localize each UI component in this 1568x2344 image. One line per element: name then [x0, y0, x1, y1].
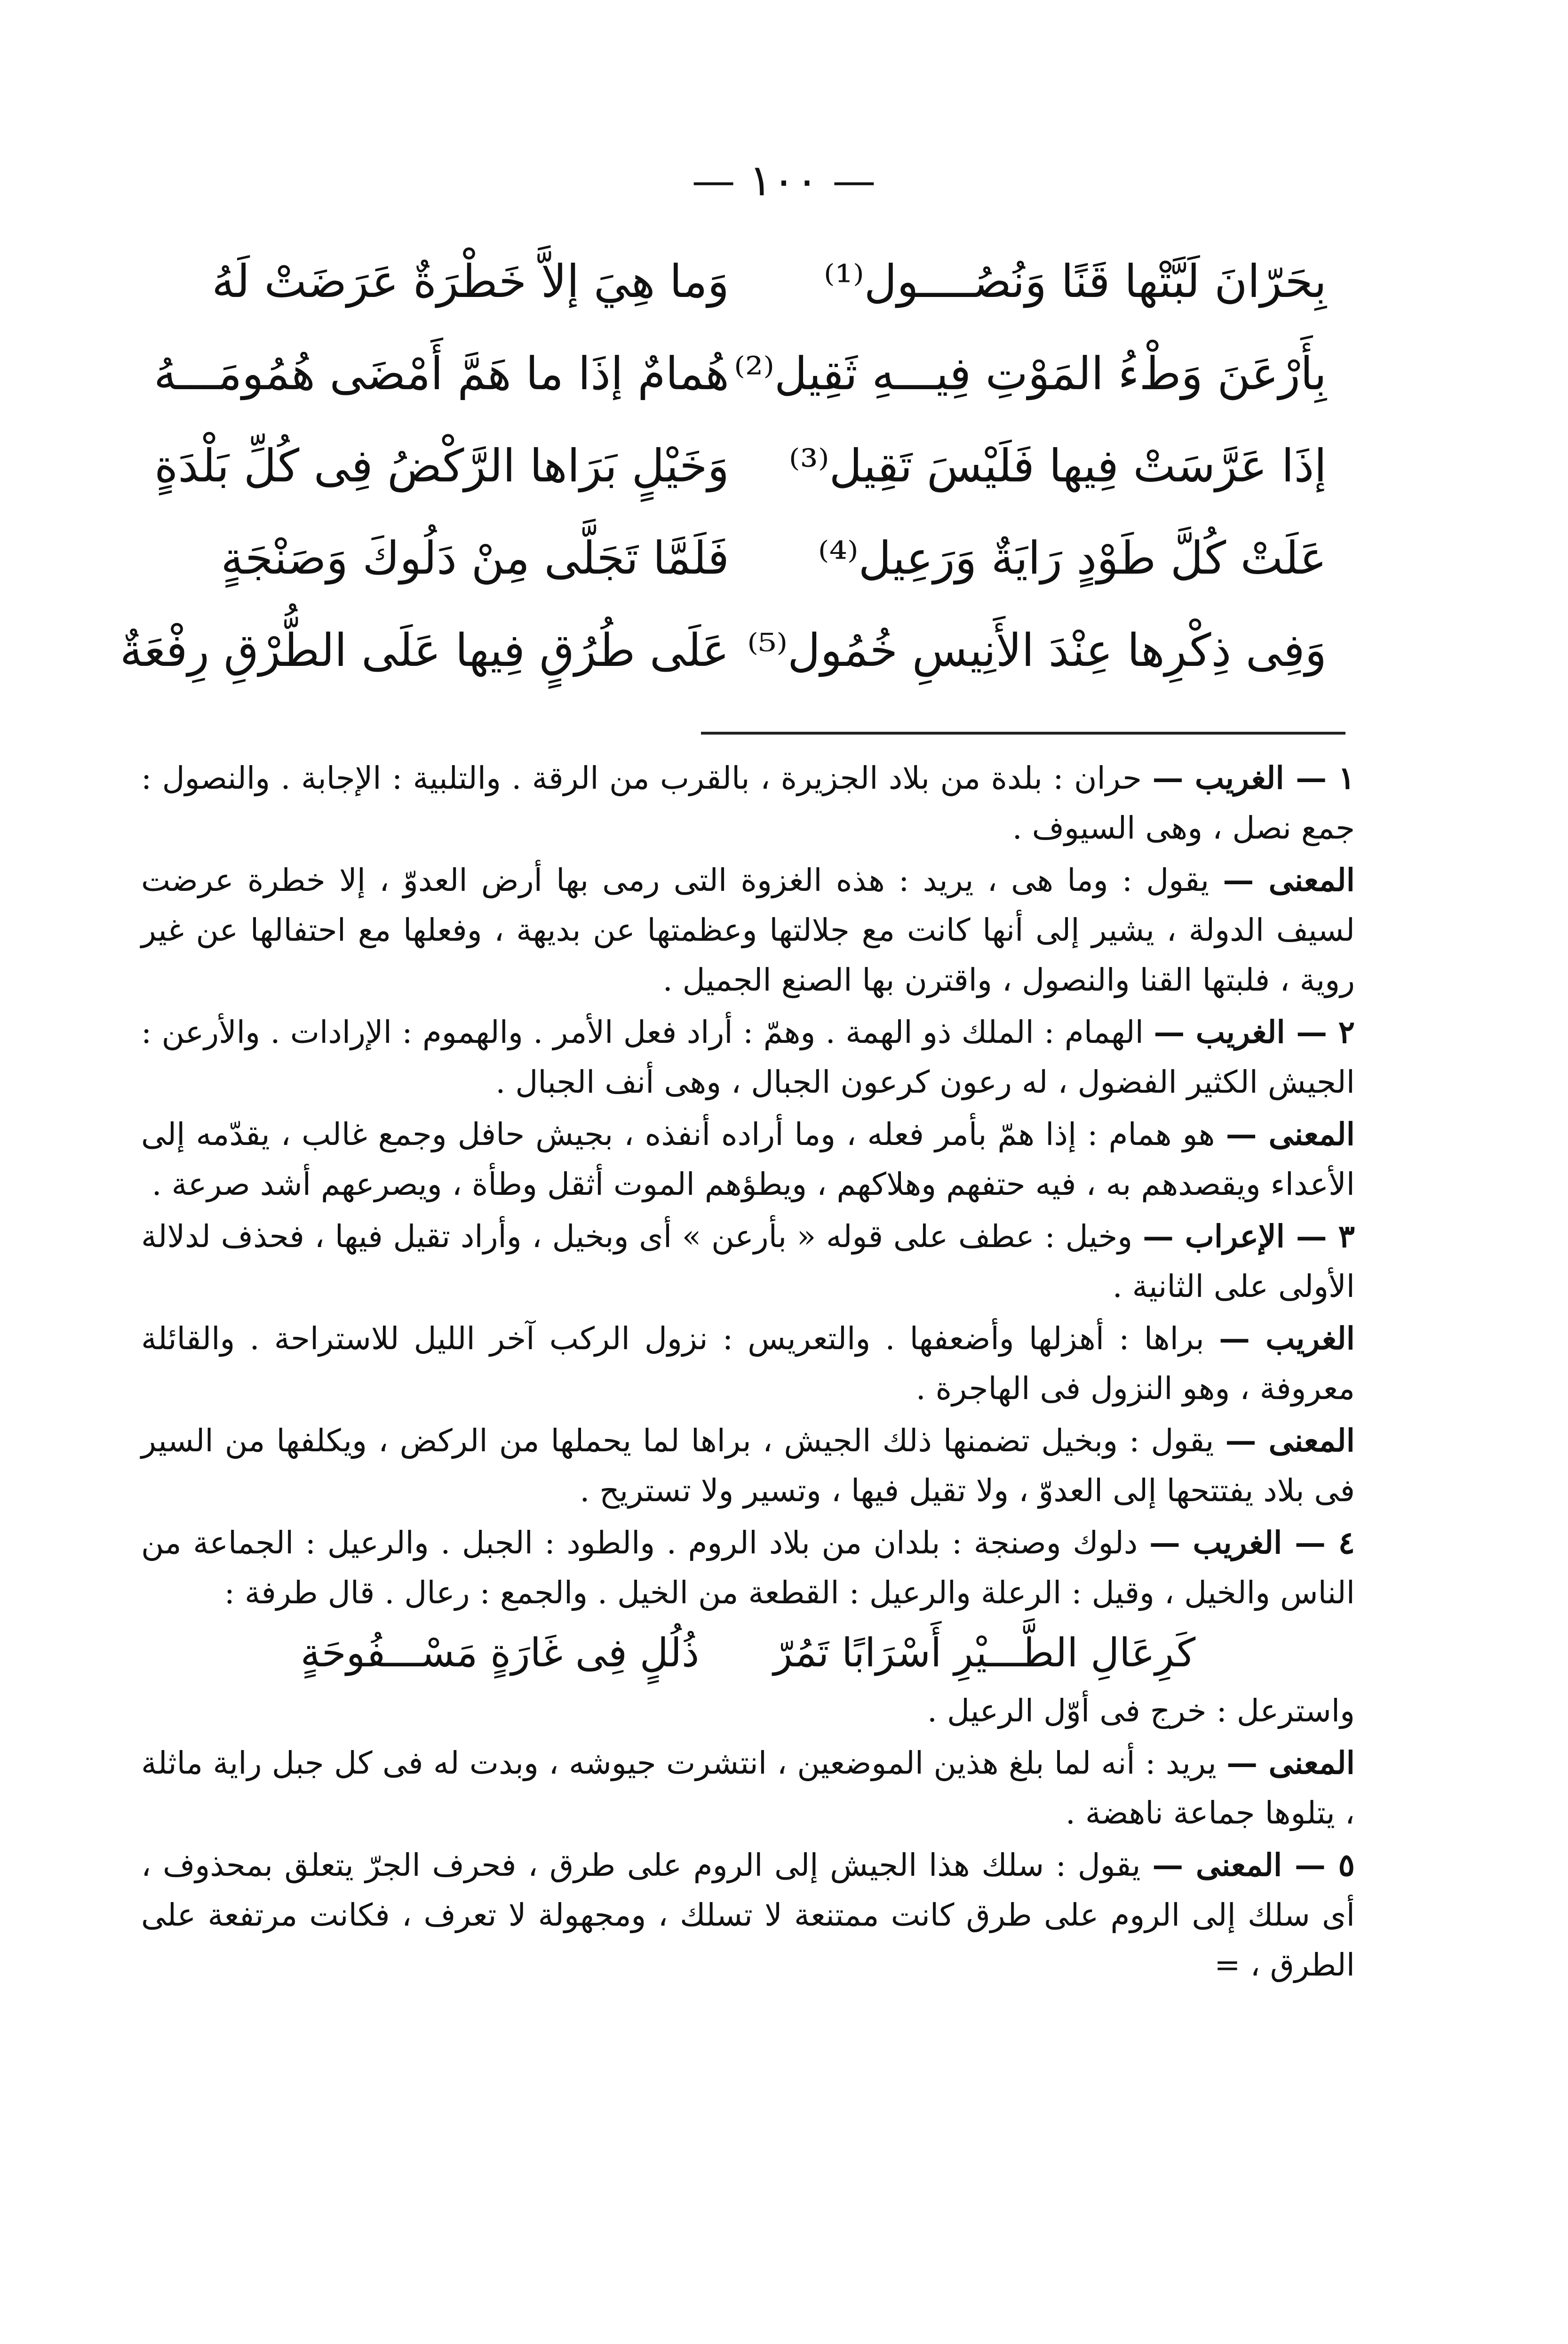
note-text: يقول : وبخيل تضمنها ذلك الجيش ، براها لما يحملها من الركض ، ويكلفها من السير فى بلاد يفتتحها إلى العدوّ ، ولا تقيل فيها ، وتسير ولا تستريح .: [141, 1423, 1355, 1509]
note-lead: المعنى —: [1225, 1422, 1355, 1459]
verse-line: [153, 328, 1327, 420]
note-paragraph: [141, 1686, 1355, 1736]
note-text: يريد : أنه لما بلغ هذين الموضعين ، انتشرت جيوشه ، وبدت له فى كل جبل راية ماثلة ، يتلوها جماعة ناهضة .: [141, 1745, 1355, 1831]
verse-line: [202, 235, 1327, 328]
verse-first-hemistich: وَما هِيَ إلاَّ خَطْرَةٌ عَرَضَتْ لَهُ: [212, 255, 729, 308]
page-number: — ١٠٠ —: [692, 155, 876, 206]
note-paragraph: [141, 1007, 1355, 1107]
note-lead: ١ — الغريب —: [1152, 760, 1355, 796]
note-text: واسترعل : خرج فى أوّل الرعيل .: [927, 1693, 1355, 1729]
note-lead: ٥ — المعنى —: [1152, 1847, 1355, 1883]
cited-second-hemistich: كَرِعَالِ الطَّـــيْرِ أَسْرَابًا تَمُرّ: [773, 1630, 1196, 1676]
note-text: يقول : وما هى ، يريد : هذه الغزوة التى رمى بها أرض العدوّ ، إلا خطرة عرضت لسيف الدولة ، يشير إلى أنها كانت مع جلالتها وعظمتها عن بديهة ، وفعلها مع احتفالها عن غير روية ، فلبتها القنا والنصول ، واقترن بها الصنع الجميل .: [141, 862, 1355, 998]
verse-second-hemistich: وَفِى ذِكْرِها عِنْدَ الأَنِيسِ خُمُول⁽⁵⁾: [747, 624, 1327, 677]
verse-line: [154, 420, 1327, 512]
verse-first-hemistich: فَلَمَّا تَجَلَّى مِنْ دَلُوكَ وَصَنْجَةٍ: [221, 532, 729, 584]
note-lead: ٣ — الإعراب —: [1142, 1218, 1355, 1255]
note-paragraph: [141, 1518, 1355, 1618]
note-paragraph: [141, 1738, 1355, 1838]
note-paragraph: [141, 1109, 1355, 1209]
note-text: يقول : سلك هذا الجيش إلى الروم على طرق ، فحرف الجرّ يتعلق بمحذوف ، أى سلك إلى الروم على طرق كانت ممتنعة لا تسلك ، ومجهولة لا تعرف ، فكانت مرتفعة على الطرق ، =: [141, 1847, 1355, 1983]
commentary-notes: [141, 753, 1355, 1992]
note-paragraph: [141, 1416, 1355, 1516]
note-text: براها : أهزلها وأضعفها . والتعريس : نزول الركب آخر الليل للاستراحة . والقائلة معروفة ، وهو النزول فى الهاجرة .: [141, 1320, 1355, 1407]
note-text: حران : بلدة من بلاد الجزيرة ، بالقرب من الرقة . والتلبية : الإجابة . والنصول : جمع نصل ، وهى السيوف .: [141, 760, 1355, 846]
note-paragraph: [141, 753, 1355, 853]
note-text: هو همام : إذا همّ بأمر فعله ، وما أراده أنفذه ، بجيش حافل وجمع غالب ، يقدّمه إلى الأعداء ويقصدهم به ، فيه حتفهم وهلاكهم ، ويطؤهم الموت أثقل وطأة ، ويصرعهم أشد صرعة .: [141, 1116, 1355, 1202]
note-text: وخيل : عطف على قوله « بأرعن » أى وبخيل ، وأراد تقيل فيها ، فحذف لدلالة الأولى على الثانية .: [141, 1218, 1355, 1304]
cited-verse: [141, 1620, 1355, 1686]
note-lead: ٤ — الغريب —: [1149, 1524, 1355, 1561]
poem-verses: [119, 235, 1327, 696]
note-paragraph: [141, 855, 1355, 1005]
verse-first-hemistich: هُمامٌ إذَا ما هَمَّ أَمْضَى هُمُومَـــهُ: [153, 347, 729, 400]
note-text: الهمام : الملك ذو الهمة . وهمّ : أراد فعل الأمر . والهموم : الإرادات . والأرعن : الجيش الكثير الفضول ، له رعون كرعون الجبال ، وهى أنف الجبال .: [141, 1014, 1355, 1100]
verse-first-hemistich: وَخَيْلٍ بَرَاها الرَّكْضُ فِى كُلِّ بَلْدَةٍ: [154, 440, 729, 492]
note-lead: الغريب —: [1218, 1320, 1355, 1357]
verse-second-hemistich: إذَا عَرَّسَتْ فِيها فَلَيْسَ تَقِيل⁽³⁾: [788, 440, 1327, 492]
cited-first-hemistich: ذُلُلٍ فِى غَارَةٍ مَسْـــفُوحَةٍ: [300, 1630, 700, 1676]
note-paragraph: [141, 1211, 1355, 1312]
verse-second-hemistich: بِحَرّانَ لَبَّتْها قَنًا وَنُصُــــول⁽¹⁾: [824, 255, 1327, 308]
verse-first-hemistich: عَلَى طُرُقٍ فِيها عَلَى الطُّرْقِ رِفْعَةٌ: [119, 624, 729, 677]
note-lead: المعنى —: [1226, 1744, 1355, 1781]
note-paragraph: [141, 1313, 1355, 1414]
note-paragraph: [141, 1840, 1355, 1990]
note-lead: المعنى —: [1226, 1116, 1355, 1152]
note-lead: ٢ — الغريب —: [1154, 1014, 1355, 1050]
note-lead: المعنى —: [1223, 862, 1355, 898]
verse-second-hemistich: عَلَتْ كُلَّ طَوْدٍ رَايَةٌ وَرَعِيل⁽⁴⁾: [818, 532, 1327, 584]
footnote-divider: [701, 732, 1345, 735]
verse-second-hemistich: بِأَرْعَنَ وَطْءُ المَوْتِ فِيـــهِ ثَقِيل⁽²⁾: [734, 347, 1327, 400]
verse-line: [202, 512, 1327, 604]
note-text: دلوك وصنجة : بلدان من بلاد الروم . والطود : الجبل . والرعيل : الجماعة من الناس والخيل ، وقيل : الرعلة والرعيل : القطعة من الخيل . والجمع : رعال . قال طرفة :: [141, 1525, 1355, 1611]
verse-line: [119, 604, 1327, 696]
